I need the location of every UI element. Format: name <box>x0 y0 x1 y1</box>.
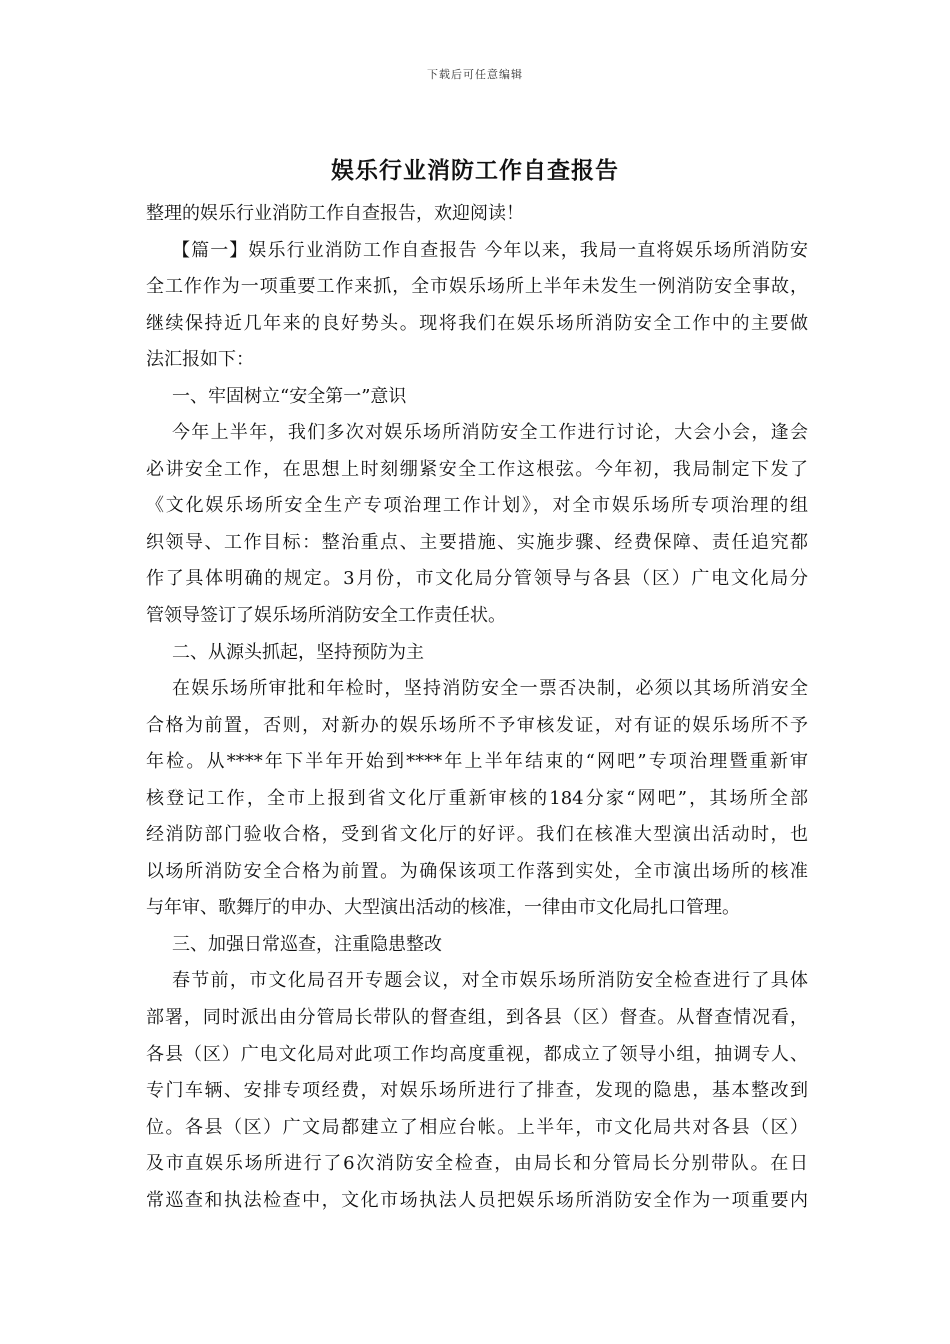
text-line: 及市直娱乐场所进行了6次消防安全检查，由局长和分管局长分别带队。在日 <box>146 1153 808 1175</box>
text-line: 【篇一】娱乐行业消防工作自查报告 今年以来，我局一直将娱乐场所消防安 <box>172 239 808 261</box>
text-line: 一、牢固树立“安全第一”意识 <box>172 385 407 407</box>
text-line: 织领导、工作目标：整治重点、主要措施、实施步骤、经费保障、责任追究都 <box>146 531 808 553</box>
text-line: 整理的娱乐行业消防工作自查报告，欢迎阅读！ <box>146 203 524 224</box>
text-line: 今年上半年，我们多次对娱乐场所消防安全工作进行讨论，大会小会，逢会 <box>172 422 808 444</box>
text-line: 法汇报如下： <box>146 349 254 371</box>
document-title: 娱乐行业消防工作自查报告 <box>331 158 619 184</box>
text-line: 二、从源头抓起，坚持预防为主 <box>172 641 424 663</box>
text-line: 与年审、歌舞厅的申办、大型演出活动的核准，一律由市文化局扎口管理。 <box>146 897 740 919</box>
text-line: 年检。从****年下半年开始到****年上半年结束的“网吧”专项治理暨重新审 <box>146 751 808 773</box>
text-line: 三、加强日常巡查，注重隐患整改 <box>172 933 442 955</box>
text-line: 在娱乐场所审批和年检时，坚持消防安全一票否决制，必须以其场所消安全 <box>172 678 808 700</box>
text-line: 核登记工作，全市上报到省文化厅重新审核的184分家“网吧”，其场所全部 <box>146 787 808 809</box>
text-line: 部署，同时派出由分管局长带队的督查组，到各县（区）督查。从督查情况看， <box>146 1007 808 1029</box>
text-line: 专门车辆、安排专项经费，对娱乐场所进行了排查，发现的隐患，基本整改到 <box>146 1080 808 1102</box>
document-body <box>146 196 808 1219</box>
text-line: 位。各县（区）广文局都建立了相应台帐。上半年，市文化局共对各县（区） <box>146 1116 808 1138</box>
header-note: 下载后可任意编辑 <box>427 68 523 81</box>
text-line: 《文化娱乐场所安全生产专项治理工作计划》，对全市娱乐场所专项治理的组 <box>146 495 808 517</box>
text-line: 各县（区）广电文化局对此项工作均高度重视，都成立了领导小组，抽调专人、 <box>146 1043 808 1065</box>
text-line: 必讲安全工作，在思想上时刻绷紧安全工作这根弦。今年初，我局制定下发了 <box>146 458 808 480</box>
text-line: 经消防部门验收合格，受到省文化厅的好评。我们在核准大型演出活动时，也 <box>146 824 808 846</box>
text-line: 春节前，市文化局召开专题会议，对全市娱乐场所消防安全检查进行了具体 <box>172 970 808 992</box>
text-line: 管领导签订了娱乐场所消防安全工作责任状。 <box>146 605 506 627</box>
text-line: 以场所消防安全合格为前置。为确保该项工作落到实处，全市演出场所的核准 <box>146 860 808 882</box>
text-line: 全工作作为一项重要工作来抓，全市娱乐场所上半年未发生一例消防安全事故， <box>146 276 808 298</box>
text-line: 作了具体明确的规定。3月份，市文化局分管领导与各县（区）广电文化局分 <box>146 568 808 590</box>
text-line: 继续保持近几年来的良好势头。现将我们在娱乐场所消防安全工作中的主要做 <box>146 312 808 334</box>
text-line: 合格为前置，否则，对新办的娱乐场所不予审核发证，对有证的娱乐场所不予 <box>146 714 808 736</box>
text-line: 常巡查和执法检查中，文化市场执法人员把娱乐场所消防安全作为一项重要内 <box>146 1189 808 1211</box>
